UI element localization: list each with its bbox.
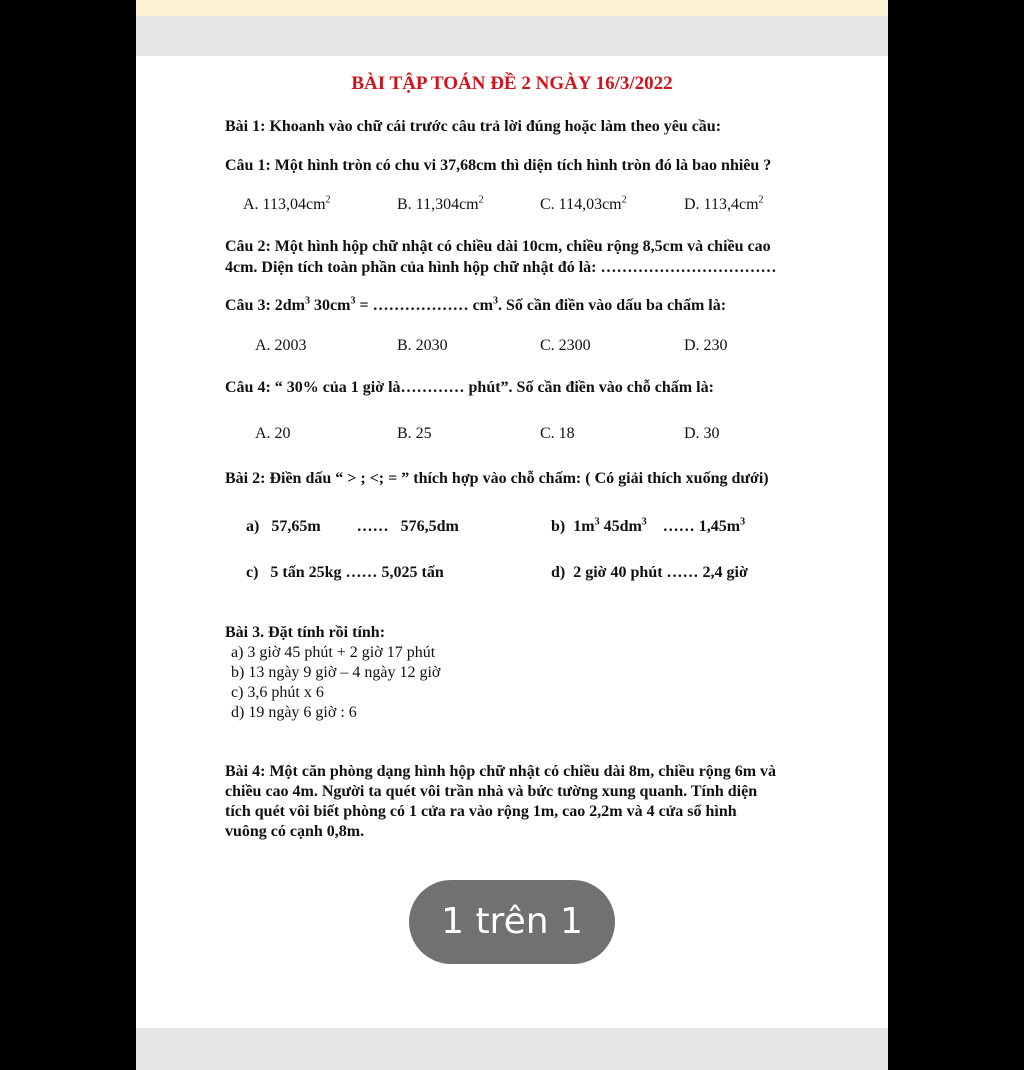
page-indicator: 1 trên 1	[409, 880, 615, 964]
bai2-item-c: c) 5 tấn 25kg …… 5,025 tấn	[246, 564, 444, 581]
cau1-option-d: D. $113,4cm^2$	[684, 194, 764, 213]
bai2-heading: Bài 2: Điền dấu “ > ; <; = ” thích hợp vào chỗ chấm: ( Có giải thích xuống dưới)	[225, 470, 769, 487]
cau1-option-c: C. $114,03cm^2$	[540, 194, 627, 213]
bai2-item-b: b) $1m^3$ $45dm^3$ …… $1,45m^3$	[551, 516, 746, 535]
bai2-item-d: d) 2 giờ 40 phút …… 2,4 giờ	[551, 564, 748, 581]
bai3-item-d: d) 19 ngày 6 giờ : 6	[231, 704, 357, 721]
cau3-question: Câu 3: $2dm^3$ $30cm^3$ = ……………… $cm^3$. Số cần điền vào dấu ba chấm là:	[225, 295, 727, 314]
cau4-question: Câu 4: “ 30% của 1 giờ là………… phút”. Số cần điền vào chỗ chấm là:	[225, 379, 714, 396]
cau4-option-b: B. 25	[397, 425, 432, 442]
pdf-viewer[interactable]	[136, 0, 888, 1070]
cau3-option-c: C. 2300	[540, 337, 591, 354]
bai4-line1: Bài 4: Một căn phòng dạng hình hộp chữ nhật có chiều dài 8m, chiều rộng 6m và	[225, 763, 777, 780]
cau1-option-a: A. $113,04cm^2$	[243, 194, 331, 213]
page-title: BÀI TẬP TOÁN ĐỀ 2 NGÀY 16/3/2022	[351, 73, 673, 94]
cau2-line1: Câu 2: Một hình hộp chữ nhật có chiều dài 10cm, chiều rộng 8,5cm và chiều cao	[225, 238, 771, 255]
cau3-option-b: B. 2030	[397, 337, 448, 354]
bai4-line3: tích quét vôi biết phòng có 1 cửa ra vào rộng 1m, cao 2,2m và 4 cửa sổ hình	[225, 803, 737, 820]
bai1-heading: Bài 1: Khoanh vào chữ cái trước câu trả lời đúng hoặc làm theo yêu cầu:	[225, 118, 722, 135]
cau3-option-a: A. 2003	[255, 337, 307, 354]
cau1-option-b: B. $11,304cm^2$	[397, 194, 484, 213]
cau4-option-d: D. 30	[684, 425, 720, 442]
cau4-option-a: A. 20	[255, 425, 291, 442]
cau1-question: Câu 1: Một hình tròn có chu vi 37,68cm thì diện tích hình tròn đó là bao nhiêu ?	[225, 157, 772, 174]
cau4-option-c: C. 18	[540, 425, 575, 442]
cau2-line2: 4cm. Diện tích toàn phần của hình hộp chữ nhật đó là: ……………………………	[225, 259, 777, 276]
bai3-item-c: c) 3,6 phút x 6	[231, 684, 324, 701]
cau3-option-d: D. 230	[684, 337, 728, 354]
bai3-item-b: b) 13 ngày 9 giờ – 4 ngày 12 giờ	[231, 664, 441, 681]
bai2-item-a: a) 57,65m …… 576,5dm	[246, 518, 459, 535]
top-toolbar-strip	[136, 0, 888, 16]
bai4-line4: vuông có cạnh 0,8m.	[225, 823, 365, 840]
bai3-item-a: a) 3 giờ 45 phút + 2 giờ 17 phút	[231, 644, 436, 661]
bai3-heading: Bài 3. Đặt tính rồi tính:	[225, 624, 386, 641]
bai4-line2: chiều cao 4m. Người ta quét vôi trần nhà và bức tường xung quanh. Tính diện	[225, 783, 758, 800]
